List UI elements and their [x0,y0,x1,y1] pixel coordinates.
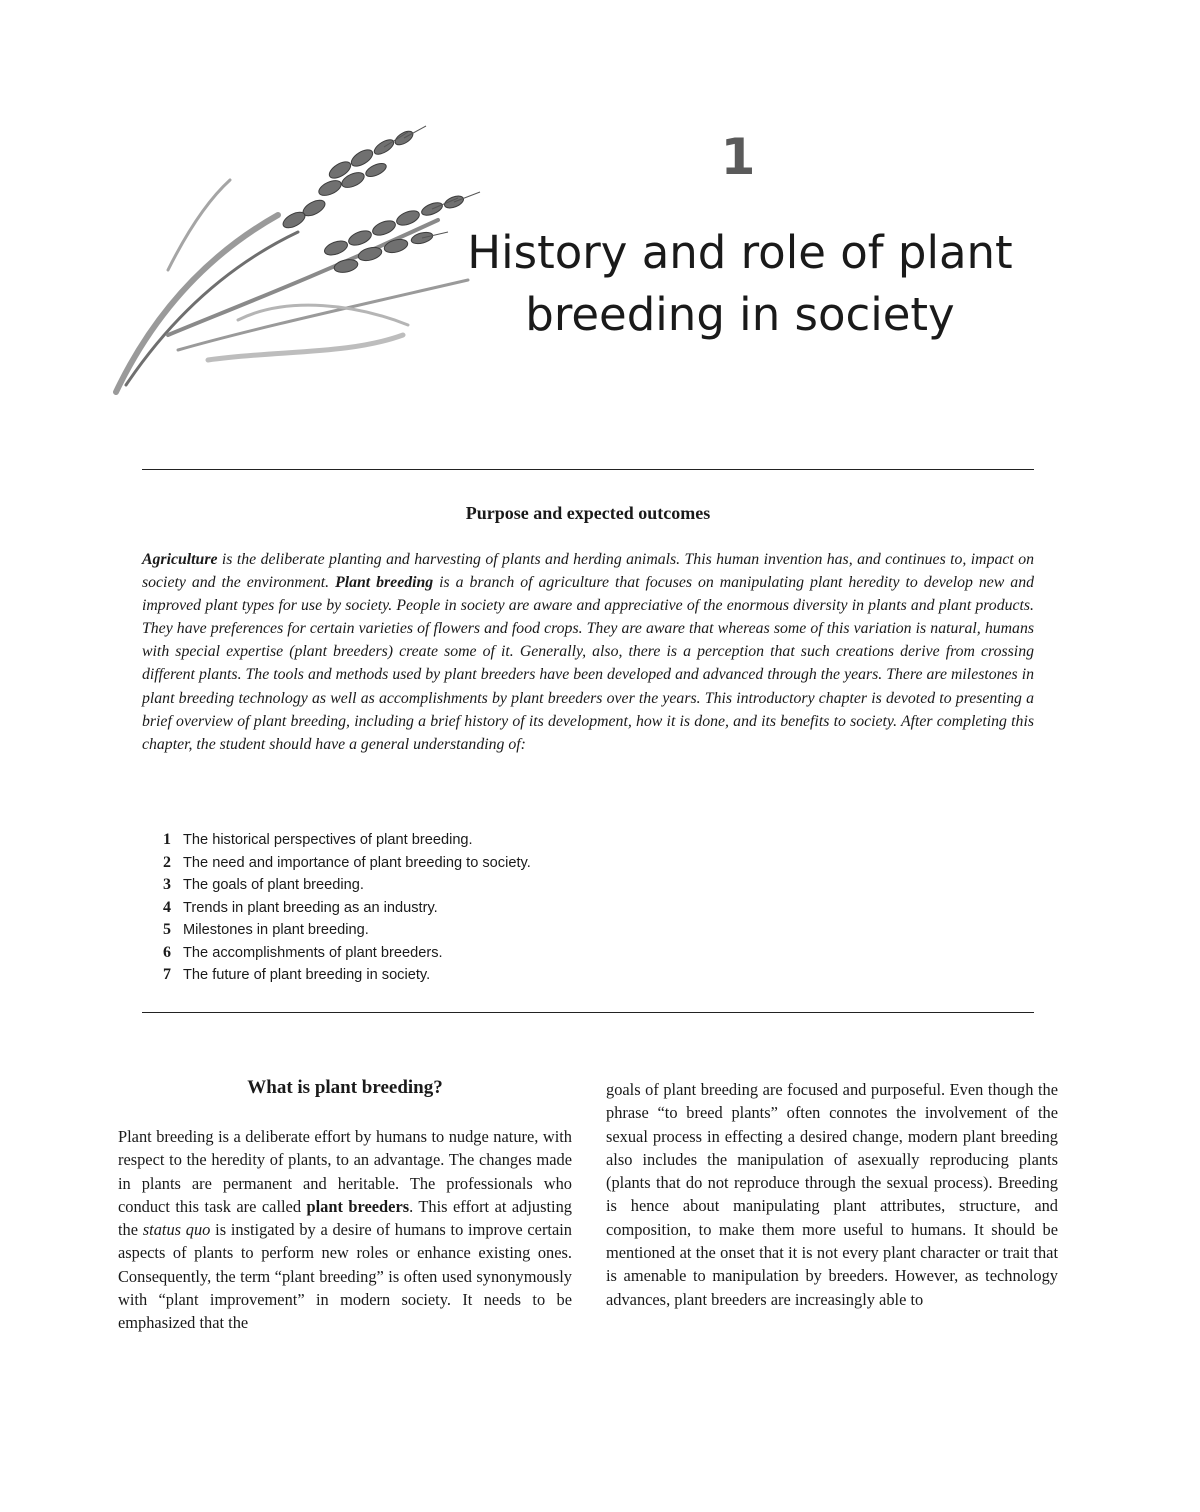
outcome-text: The historical perspectives of plant breeding. [183,832,473,848]
outcome-item [163,829,863,852]
outcome-text: Milestones in plant breeding. [183,922,369,938]
section-heading: What is plant breeding? [247,1077,443,1098]
outcome-number: 4 [163,898,171,916]
outcome-number: 6 [163,943,171,961]
outcome-text: The need and importance of plant breeding to society. [183,854,531,871]
intro-term-plant-breeding: Plant breeding [335,574,434,592]
outcomes-list [163,829,863,987]
intro-text-2: is a branch of agriculture that focuses on manipulating plant heredity to develop new and improved plant types for use by society. People in society are aware and appreciative of the enormous diversity in plants and plant products. They have preferences for certain varieties of flowers and food crops. They are aware that whereas some of this variation is natural, humans with special expertise (plant breeders) create some of it. Generally, also, there is a perception that such creations derive from crossing different plants. The tools and methods used by plant breeders have been developed and advanced through the years. There are milestones in plant breeding technology as well as accomplishments by plant breeders over the years. This introductory chapter is devoted to presenting a brief overview of plant breeding, including a brief history of its development, how it is done, and its benefits to society. After completing this chapter, the student should have a general understanding of: [142,574,1034,753]
intro-text-1: is the deliberate planting and harvesting of plants and herding animals. This human invention has, and continues to, impact on society and the environment. [142,551,1034,592]
outcome-number: 7 [163,966,171,983]
body-text: is instigated by a desire of humans to improve certain aspects of plants to perform new roles or enhance existing ones. Consequently, the term “plant breeding” is often used synonymously with “plant improvement” in modern society. It needs to be emphasized that the [118,1220,572,1333]
body-text: Plant breeding is a deliberate effort by humans to nudge nature, with respect to the heredity of plants, to an advantage. The changes made in plants are permanent and heritable. The professionals who conduct this task are called [118,1127,572,1216]
chapter-title-line-1: History and role of plant [467,226,1013,279]
purpose-intro-paragraph [142,548,1034,756]
left-column-paragraph [118,1125,572,1335]
outcome-text: The future of plant breeding in society. [183,967,431,983]
chapter-number: 1 [720,128,756,186]
outcome-item [163,942,863,965]
outcome-item [163,874,863,897]
chapter-title-line-2: breeding in society [525,288,955,341]
outcome-item [163,964,863,987]
top-divider [142,469,1034,470]
outcome-text: The goals of plant breeding. [183,877,364,893]
outcome-item [163,852,863,875]
outcome-number: 5 [163,921,171,938]
outcome-item [163,897,863,920]
outcome-number: 2 [163,853,171,871]
intro-term-agriculture: Agriculture [142,551,218,568]
term-status-quo: status quo [142,1220,211,1240]
outcome-text: Trends in plant breeding as an industry. [183,899,438,916]
outcome-item [163,919,863,942]
purpose-heading: Purpose and expected outcomes [465,503,711,523]
chapter-title [420,222,1060,346]
body-text: goals of plant breeding are focused and purposeful. Even though the phrase “to breed plants” often connotes the involvement of the sexual process in effecting a desired change, modern plant breeding also includes the manipulation of asexually reproducing plants (plants that do not reproduce through the sexual process). Breeding is hence about manipulating plant attributes, structure, and composition, to make them more useful to humans. It should be mentioned at the onset that it is not every plant character or trait that is amenable to manipulation by breeders. However, as technology advances, plant breeders are increasingly able to [606,1080,1058,1309]
term-plant-breeders: plant breeders [306,1196,410,1216]
outcome-number: 3 [163,876,171,893]
body-text: . This effort at adjusting the [118,1196,572,1240]
right-column-paragraph [606,1078,1058,1311]
bottom-divider [142,1012,1034,1013]
outcome-text: The accomplishments of plant breeders. [183,944,443,961]
outcome-number: 1 [163,831,171,848]
